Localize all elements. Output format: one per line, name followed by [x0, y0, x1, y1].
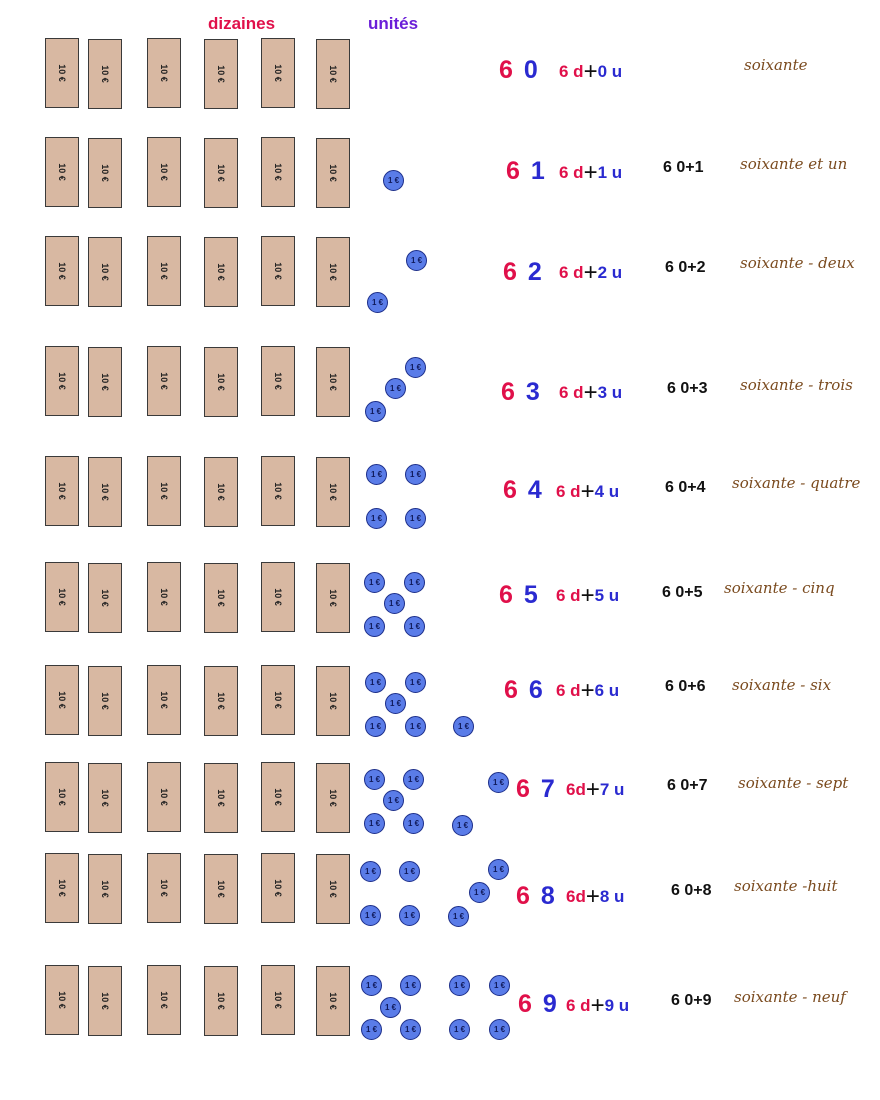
decomposition-tens: 6 d: [556, 681, 581, 700]
bill-label: 10 €: [328, 263, 338, 281]
decomposition-units: 1 u: [597, 163, 623, 182]
ten-euro-bill: [45, 456, 79, 526]
bill-label: 10 €: [328, 880, 338, 898]
number-value: [501, 378, 542, 407]
tens-digit: 6: [516, 882, 532, 910]
one-euro-coin: 1 €: [367, 292, 388, 313]
ten-euro-bill: [147, 137, 181, 207]
bill-label: 10 €: [328, 65, 338, 83]
number-value: [499, 56, 540, 85]
bill-label: 10 €: [216, 880, 226, 898]
one-euro-coin: 1 €: [405, 508, 426, 529]
decomposition-tens: 6 d: [559, 383, 584, 402]
ten-euro-bill: [204, 39, 238, 109]
plus-sign: +: [583, 259, 598, 286]
bill-label: 10 €: [273, 588, 283, 606]
bill-label: 10 €: [159, 64, 169, 82]
one-euro-coin: 1 €: [405, 716, 426, 737]
bill-label: 10 €: [100, 589, 110, 607]
plus-sign: +: [580, 478, 595, 505]
number-in-words: soixante - deux: [740, 254, 855, 272]
bill-label: 10 €: [273, 788, 283, 806]
bill-label: 10 €: [328, 589, 338, 607]
bill-label: 10 €: [328, 789, 338, 807]
one-euro-coin: 1 €: [399, 905, 420, 926]
bill-label: 10 €: [216, 992, 226, 1010]
units-digit: 2: [527, 258, 544, 286]
number-value: [503, 258, 544, 287]
tens-digit: 6: [499, 56, 515, 84]
ten-euro-bill: [88, 966, 122, 1036]
tens-digit: 6: [503, 258, 519, 286]
decomposition-units: 4 u: [594, 482, 620, 501]
ten-euro-bill: [261, 38, 295, 108]
one-euro-coin: 1 €: [400, 1019, 421, 1040]
number-in-words: soixante: [744, 56, 808, 74]
bill-label: 10 €: [100, 373, 110, 391]
one-euro-coin: 1 €: [366, 508, 387, 529]
bill-label: 10 €: [57, 588, 67, 606]
ten-euro-bill: [204, 854, 238, 924]
one-euro-coin: 1 €: [489, 975, 510, 996]
number-in-words: soixante -huit: [734, 877, 838, 895]
number-in-words: soixante et un: [740, 155, 848, 173]
decomposition-tens: 6 d: [559, 163, 584, 182]
decomposition: [559, 58, 622, 86]
addition-expression: 6 0+7: [667, 777, 708, 794]
ten-euro-bill: [204, 563, 238, 633]
bill-label: 10 €: [100, 789, 110, 807]
bill-label: 10 €: [159, 788, 169, 806]
decomposition-tens: 6 d: [559, 263, 584, 282]
addition-expression: 6 0+3: [667, 380, 708, 397]
decomposition-units: 7 u: [599, 780, 625, 799]
one-euro-coin: 1 €: [405, 672, 426, 693]
tens-digit: 6: [499, 581, 515, 609]
ten-euro-bill: [204, 966, 238, 1036]
bill-label: 10 €: [216, 692, 226, 710]
ten-euro-bill: [316, 457, 350, 527]
ten-euro-bill: [45, 137, 79, 207]
bill-label: 10 €: [159, 691, 169, 709]
number-in-words: soixante - six: [732, 676, 832, 694]
bill-label: 10 €: [328, 692, 338, 710]
tens-header: dizaines: [208, 14, 276, 33]
one-euro-coin: 1 €: [489, 1019, 510, 1040]
bill-label: 10 €: [57, 788, 67, 806]
decomposition: [556, 677, 619, 705]
ten-euro-bill: [88, 763, 122, 833]
one-euro-coin: 1 €: [404, 616, 425, 637]
one-euro-coin: 1 €: [383, 790, 404, 811]
decomposition: [556, 478, 619, 506]
number-value: [503, 476, 544, 505]
one-euro-coin: 1 €: [383, 170, 404, 191]
decomposition: [566, 883, 624, 911]
bill-label: 10 €: [216, 65, 226, 83]
decomposition-tens: 6 d: [556, 586, 581, 605]
ten-euro-bill: [45, 965, 79, 1035]
ten-euro-bill: [204, 457, 238, 527]
ten-euro-bill: [88, 457, 122, 527]
ten-euro-bill: [147, 38, 181, 108]
ten-euro-bill: [45, 562, 79, 632]
number-value: [499, 581, 540, 610]
ten-euro-bill: [88, 854, 122, 924]
plus-sign: +: [580, 582, 595, 609]
decomposition: [566, 776, 624, 804]
bill-label: 10 €: [57, 262, 67, 280]
units-digit: 3: [525, 378, 542, 406]
number-value: [506, 157, 547, 186]
decomposition-tens: 6d: [566, 887, 586, 906]
ten-euro-bill: [204, 347, 238, 417]
bill-label: 10 €: [57, 163, 67, 181]
tens-digit: 6: [504, 676, 520, 704]
one-euro-coin: 1 €: [364, 572, 385, 593]
ten-euro-bill: [147, 562, 181, 632]
ten-euro-bill: [45, 236, 79, 306]
units-digit: 8: [540, 882, 557, 910]
one-euro-coin: 1 €: [365, 401, 386, 422]
ten-euro-bill: [88, 666, 122, 736]
ten-euro-bill: [204, 763, 238, 833]
ten-euro-bill: [316, 854, 350, 924]
plus-sign: +: [583, 159, 598, 186]
ten-euro-bill: [147, 853, 181, 923]
ten-euro-bill: [147, 665, 181, 735]
bill-label: 10 €: [273, 163, 283, 181]
one-euro-coin: 1 €: [361, 1019, 382, 1040]
units-digit: 6: [528, 676, 545, 704]
bill-label: 10 €: [216, 263, 226, 281]
number-value: [516, 775, 557, 804]
addition-expression: 6 0+2: [665, 259, 706, 276]
bill-label: 10 €: [273, 991, 283, 1009]
ten-euro-bill: [261, 562, 295, 632]
tens-digit: 6: [518, 990, 534, 1018]
bill-label: 10 €: [159, 262, 169, 280]
one-euro-coin: 1 €: [488, 772, 509, 793]
bill-label: 10 €: [159, 588, 169, 606]
ten-euro-bill: [88, 563, 122, 633]
plus-sign: +: [583, 379, 598, 406]
plus-sign: +: [585, 776, 600, 803]
one-euro-coin: 1 €: [403, 813, 424, 834]
bill-label: 10 €: [273, 691, 283, 709]
bill-label: 10 €: [328, 992, 338, 1010]
bill-label: 10 €: [57, 691, 67, 709]
units-digit: 7: [540, 775, 557, 803]
number-in-words: soixante - neuf: [734, 988, 846, 1006]
addition-expression: 6 0+8: [671, 882, 712, 899]
ten-euro-bill: [88, 138, 122, 208]
units-digit: 9: [542, 990, 559, 1018]
ten-euro-bill: [147, 346, 181, 416]
number-in-words: soixante - cinq: [724, 579, 835, 597]
one-euro-coin: 1 €: [360, 905, 381, 926]
ten-euro-bill: [316, 966, 350, 1036]
decomposition-units: 9 u: [604, 996, 630, 1015]
bill-label: 10 €: [100, 263, 110, 281]
bill-label: 10 €: [57, 879, 67, 897]
bill-label: 10 €: [100, 992, 110, 1010]
plus-sign: +: [583, 58, 598, 85]
one-euro-coin: 1 €: [448, 906, 469, 927]
tens-digit: 6: [506, 157, 522, 185]
bill-label: 10 €: [100, 692, 110, 710]
addition-expression: 6 0+9: [671, 992, 712, 1009]
ten-euro-bill: [316, 237, 350, 307]
one-euro-coin: 1 €: [385, 693, 406, 714]
plus-sign: +: [580, 677, 595, 704]
ten-euro-bill: [45, 762, 79, 832]
one-euro-coin: 1 €: [366, 464, 387, 485]
ten-euro-bill: [147, 236, 181, 306]
ten-euro-bill: [147, 762, 181, 832]
one-euro-coin: 1 €: [452, 815, 473, 836]
tens-digit: 6: [516, 775, 532, 803]
bill-label: 10 €: [216, 789, 226, 807]
one-euro-coin: 1 €: [469, 882, 490, 903]
decomposition: [559, 259, 622, 287]
bill-label: 10 €: [273, 64, 283, 82]
ten-euro-bill: [204, 237, 238, 307]
addition-expression: 6 0+4: [665, 479, 706, 496]
bill-label: 10 €: [100, 164, 110, 182]
ten-euro-bill: [147, 456, 181, 526]
decomposition-units: 3 u: [597, 383, 623, 402]
ten-euro-bill: [316, 347, 350, 417]
one-euro-coin: 1 €: [380, 997, 401, 1018]
units-digit: 4: [527, 476, 544, 504]
one-euro-coin: 1 €: [364, 616, 385, 637]
tens-digit: 6: [503, 476, 519, 504]
units-header: unités: [368, 14, 419, 33]
ten-euro-bill: [147, 965, 181, 1035]
decomposition: [556, 582, 619, 610]
plus-sign: +: [590, 992, 605, 1019]
one-euro-coin: 1 €: [405, 464, 426, 485]
bill-label: 10 €: [216, 483, 226, 501]
one-euro-coin: 1 €: [400, 975, 421, 996]
ten-euro-bill: [88, 347, 122, 417]
bill-label: 10 €: [159, 372, 169, 390]
bill-label: 10 €: [216, 373, 226, 391]
bill-label: 10 €: [328, 373, 338, 391]
decomposition-tens: 6 d: [556, 482, 581, 501]
ten-euro-bill: [261, 762, 295, 832]
number-in-words: soixante - quatre: [732, 474, 861, 492]
one-euro-coin: 1 €: [406, 250, 427, 271]
decomposition: [559, 159, 622, 187]
bill-label: 10 €: [57, 991, 67, 1009]
decomposition-units: 6 u: [594, 681, 620, 700]
bill-label: 10 €: [100, 65, 110, 83]
number-in-words: soixante - trois: [740, 376, 853, 394]
bill-label: 10 €: [159, 879, 169, 897]
one-euro-coin: 1 €: [364, 813, 385, 834]
bill-label: 10 €: [273, 262, 283, 280]
ten-euro-bill: [261, 137, 295, 207]
one-euro-coin: 1 €: [385, 378, 406, 399]
one-euro-coin: 1 €: [453, 716, 474, 737]
ten-euro-bill: [316, 666, 350, 736]
ten-euro-bill: [316, 563, 350, 633]
number-value: [516, 882, 557, 911]
addition-expression: 6 0+6: [665, 678, 706, 695]
ten-euro-bill: [316, 138, 350, 208]
bill-label: 10 €: [159, 991, 169, 1009]
ten-euro-bill: [261, 236, 295, 306]
ten-euro-bill: [261, 346, 295, 416]
one-euro-coin: 1 €: [384, 593, 405, 614]
ten-euro-bill: [261, 965, 295, 1035]
ten-euro-bill: [261, 853, 295, 923]
decomposition-units: 5 u: [594, 586, 620, 605]
addition-expression: 6 0+1: [663, 159, 704, 176]
ten-euro-bill: [261, 665, 295, 735]
bill-label: 10 €: [159, 163, 169, 181]
plus-sign: +: [585, 883, 600, 910]
ten-euro-bill: [45, 853, 79, 923]
one-euro-coin: 1 €: [449, 1019, 470, 1040]
one-euro-coin: 1 €: [405, 357, 426, 378]
one-euro-coin: 1 €: [361, 975, 382, 996]
decomposition-units: 8 u: [599, 887, 625, 906]
bill-label: 10 €: [57, 64, 67, 82]
decomposition-tens: 6 d: [566, 996, 591, 1015]
bill-label: 10 €: [100, 880, 110, 898]
ten-euro-bill: [45, 665, 79, 735]
ten-euro-bill: [88, 237, 122, 307]
decomposition: [566, 992, 629, 1020]
units-digit: 5: [523, 581, 540, 609]
ten-euro-bill: [204, 666, 238, 736]
number-in-words: soixante - sept: [738, 774, 849, 792]
decomposition-tens: 6 d: [559, 62, 584, 81]
bill-label: 10 €: [328, 483, 338, 501]
ten-euro-bill: [316, 763, 350, 833]
bill-label: 10 €: [273, 372, 283, 390]
bill-label: 10 €: [100, 483, 110, 501]
one-euro-coin: 1 €: [399, 861, 420, 882]
one-euro-coin: 1 €: [365, 672, 386, 693]
bill-label: 10 €: [57, 482, 67, 500]
ten-euro-bill: [261, 456, 295, 526]
ten-euro-bill: [45, 38, 79, 108]
bill-label: 10 €: [159, 482, 169, 500]
one-euro-coin: 1 €: [488, 859, 509, 880]
bill-label: 10 €: [216, 589, 226, 607]
ten-euro-bill: [204, 138, 238, 208]
addition-expression: 6 0+5: [662, 584, 703, 601]
one-euro-coin: 1 €: [449, 975, 470, 996]
one-euro-coin: 1 €: [364, 769, 385, 790]
ten-euro-bill: [316, 39, 350, 109]
bill-label: 10 €: [216, 164, 226, 182]
decomposition-units: 2 u: [597, 263, 623, 282]
units-digit: 1: [530, 157, 547, 185]
bill-label: 10 €: [328, 164, 338, 182]
one-euro-coin: 1 €: [404, 572, 425, 593]
tens-digit: 6: [501, 378, 517, 406]
one-euro-coin: 1 €: [365, 716, 386, 737]
bill-label: 10 €: [57, 372, 67, 390]
number-value: [518, 990, 559, 1019]
ten-euro-bill: [88, 39, 122, 109]
one-euro-coin: 1 €: [360, 861, 381, 882]
one-euro-coin: 1 €: [403, 769, 424, 790]
decomposition: [559, 379, 622, 407]
bill-label: 10 €: [273, 879, 283, 897]
ten-euro-bill: [45, 346, 79, 416]
decomposition-tens: 6d: [566, 780, 586, 799]
bill-label: 10 €: [273, 482, 283, 500]
units-digit: 0: [523, 56, 540, 84]
number-value: [504, 676, 545, 705]
decomposition-units: 0 u: [597, 62, 623, 81]
